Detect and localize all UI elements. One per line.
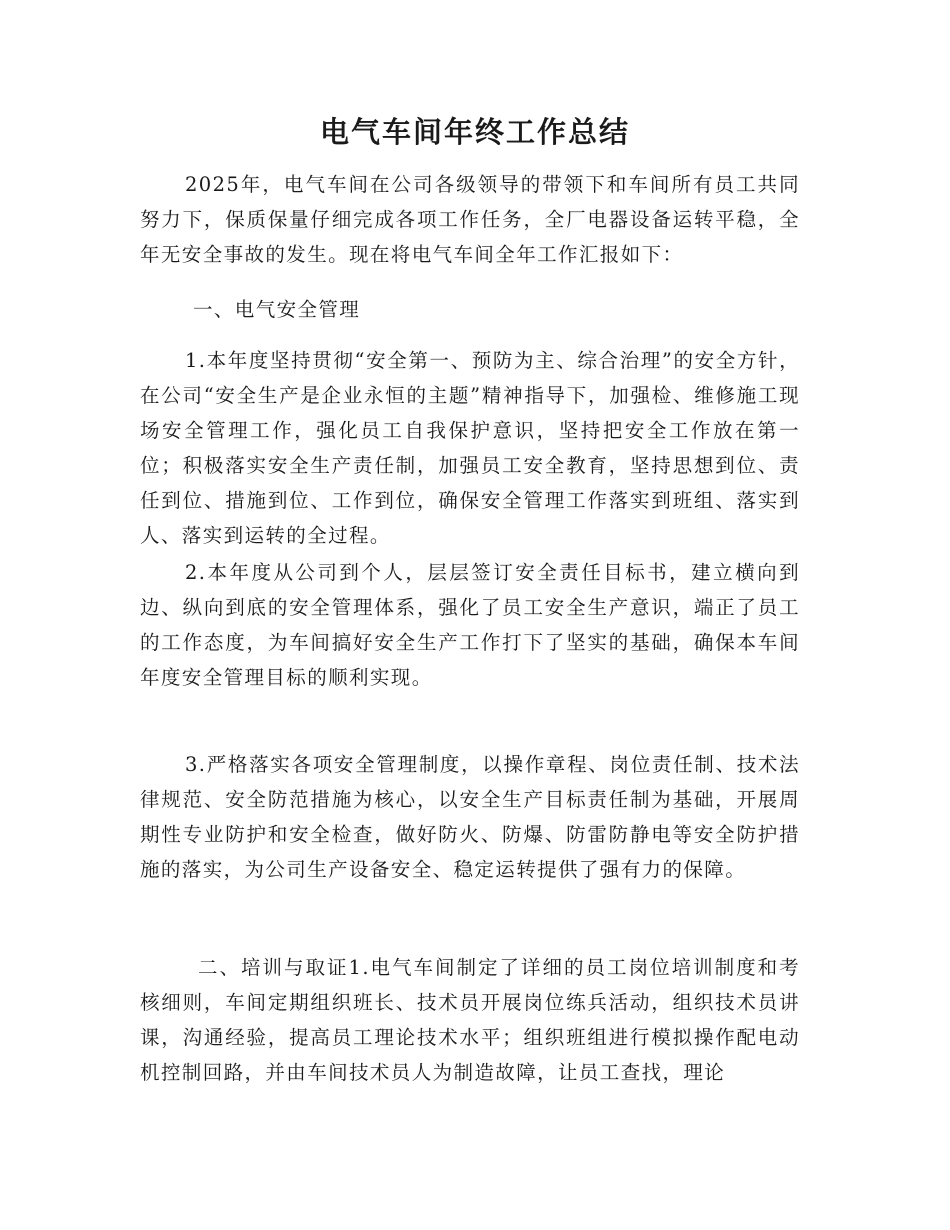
section2-paragraph: 二、培训与取证1.电气车间制定了详细的员工岗位培训制度和考核细则，车间定期组织班长、技术员开展岗位练兵活动，组织技术员讲课，沟通经验，提高员工理论技术水平；组织班组进行模拟操作配电动机控制回路，并由车间技术员人为制造故障，让员工查找，理论	[140, 956, 800, 1084]
intro-paragraph: 2025年，电气车间在公司各级领导的带领下和车间所有员工共同努力下，保质保量仔细完成各项工作任务，全厂电器设备运转平稳，全年无安全事故的发生。现在将电气车间全年工作汇报如下：	[140, 173, 800, 266]
section1-item2-paragraph: 2.本年度从公司到个人，层层签订安全责任目标书，建立横向到边、纵向到底的安全管理体系，强化了员工安全生产意识，端正了员工的工作态度，为车间搞好安全生产工作打下了坚实的基础，确保本车间年度安全管理目标的顺利实现。	[140, 561, 800, 689]
document-title: 电气车间年终工作总结	[319, 115, 630, 149]
section1-heading: 一、电气安全管理	[193, 298, 361, 321]
section1-item1-paragraph: 1.本年度坚持贯彻“安全第一、预防为主、综合治理”的安全方针，在公司“安全生产是企业永恒的主题”精神指导下，加强检、维修施工现场安全管理工作，强化员工自我保护意识，坚持把安全工作放在第一位；积极落实安全生产责任制，加强员工安全教育，坚持思想到位、责任到位、措施到位、工作到位，确保安全管理工作落实到班组、落实到人、落实到运转的全过程。	[140, 349, 800, 547]
section1-item3-paragraph: 3.严格落实各项安全管理制度，以操作章程、岗位责任制、技术法律规范、安全防范措施为核心，以安全生产目标责任制为基础，开展周期性专业防护和安全检查，做好防火、防爆、防雷防静电等安全防护措施的落实，为公司生产设备安全、稳定运转提供了强有力的保障。	[140, 753, 800, 881]
